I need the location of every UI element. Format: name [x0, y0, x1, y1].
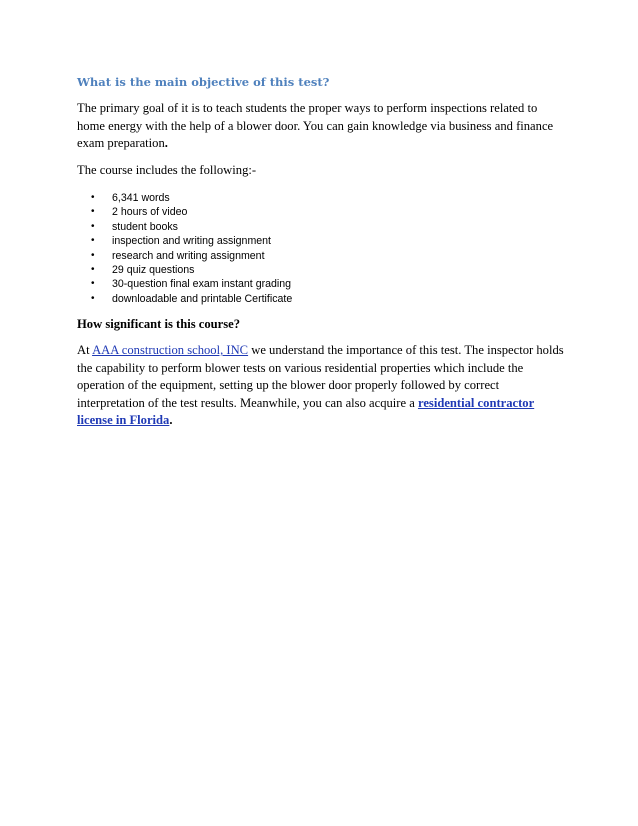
list-item	[77, 220, 567, 234]
list-item-text: research and writing assignment	[112, 249, 265, 262]
bullet-icon: •	[91, 292, 95, 304]
list-item-text: 30-question final exam instant grading	[112, 278, 292, 291]
paragraph-significance-body: we understand the importance of this test. The inspector holds the capability to perform blower tests on various residential properties which include the operation of the equipment, setting up the blower door properly followed by correct interpretation of the test results. Meanwhile, you can also acquire a	[77, 343, 564, 410]
bullet-icon: •	[91, 235, 95, 247]
paragraph-objective	[77, 100, 567, 153]
bullet-icon: •	[91, 206, 95, 218]
list-item	[77, 191, 567, 205]
list-item-text: student books	[112, 220, 178, 233]
list-item	[77, 263, 567, 277]
list-item-text: 2 hours of video	[112, 206, 188, 219]
paragraph-significance	[77, 342, 567, 430]
document-body	[77, 74, 567, 430]
paragraph-objective-text: The primary goal of it is to teach students the proper ways to perform inspections related to home energy with the help of a blower door. You can gain knowledge via business and finance exam preparation	[77, 101, 554, 150]
course-features-list	[77, 191, 567, 306]
bullet-icon: •	[91, 264, 95, 276]
list-item	[77, 277, 567, 291]
section-heading-objective: What is the main objective of this test?	[77, 75, 330, 89]
bullet-icon: •	[91, 192, 95, 203]
bullet-icon: •	[91, 220, 95, 232]
contractor-license-link[interactable]: residential contractor license in Florida	[77, 395, 535, 428]
paragraph-course-intro: The course includes the following:-	[77, 162, 257, 177]
bullet-icon: •	[91, 278, 95, 290]
paragraph-objective-period: .	[164, 136, 168, 150]
list-item	[77, 292, 567, 306]
list-item-text: inspection and writing assignment	[112, 235, 271, 248]
section-heading-significance: How significant is this course?	[77, 317, 241, 332]
list-item-text: downloadable and printable Certificate	[112, 292, 293, 305]
list-item-text: 29 quiz questions	[112, 264, 195, 277]
list-item	[77, 249, 567, 263]
list-item	[77, 205, 567, 219]
list-item-text: 6,341 words	[112, 192, 170, 204]
bullet-icon: •	[91, 249, 95, 261]
aaa-school-link[interactable]: AAA construction school, INC	[92, 343, 249, 358]
list-item	[77, 234, 567, 248]
paragraph-significance-prefix: At	[77, 343, 93, 358]
paragraph-significance-period: .	[169, 413, 173, 428]
